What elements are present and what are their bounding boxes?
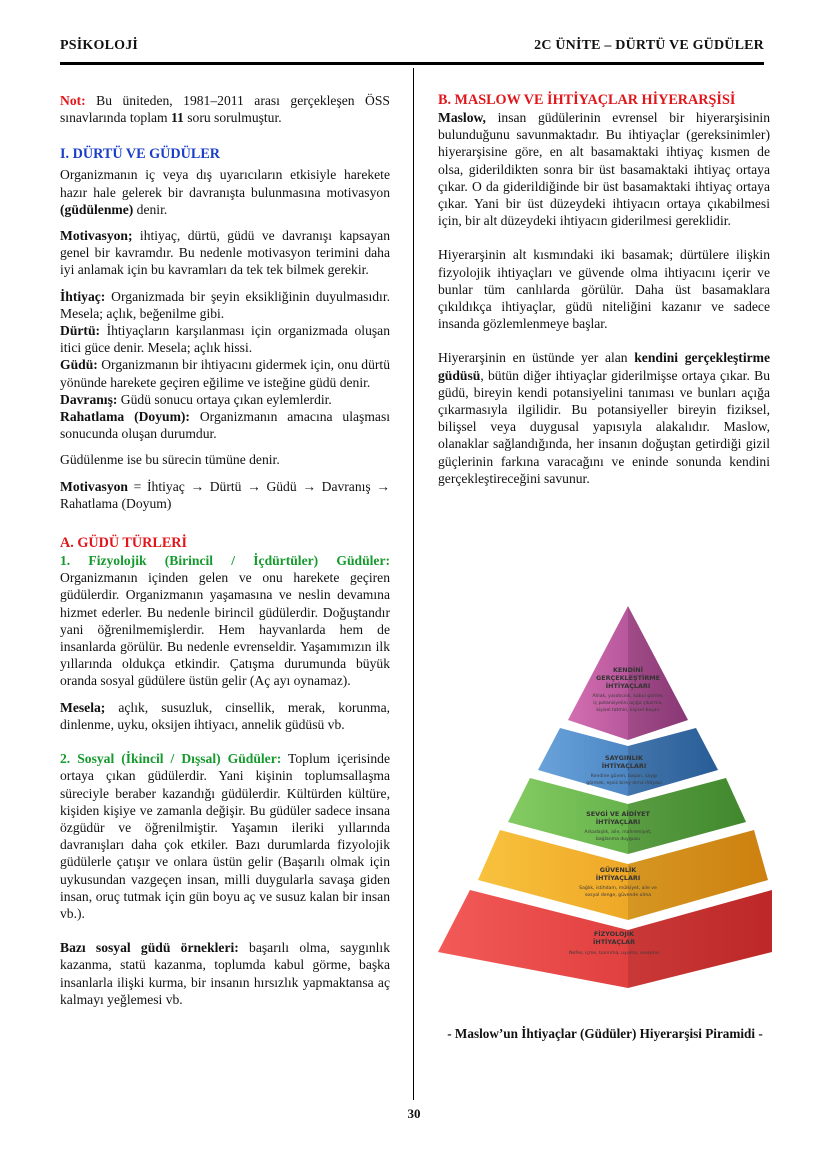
header-rule — [60, 62, 764, 65]
pyramid-label: İHTİYAÇLARI — [601, 762, 647, 770]
pyramid-desc: Ahlak, yaratıcılık, kabul görme, — [592, 694, 664, 699]
motivation-chain: Motivasyon = İhtiyaç → Dürtü → Güdü → Davranış → Rahatlama (Doyum) — [60, 478, 390, 511]
maslow-paragraph-1: Maslow, insan güdülerinin evrensel bir hiyerarşisinin bulunduğunu savunmaktadır. Bu ihtiyaçlar (gereksinimler) hiyerarşisine göre, en alt basamaktaki ihtiyaç kısmen de olsa, giderildikten sonra bir üst basamaktaki ihtiyaç ortaya çıkar. O da giderildiğinde bir üst basamaktaki ihtiyaç ortaya çıkar. Yani bir üst düzeydeki ihtiyacın ortaya çıkabilmesi için, bir alt düzeydeki ihtiyacın giderilmesi gereklidir. — [438, 110, 770, 229]
right-column — [438, 92, 770, 496]
note-paragraph: Not: Bu üniteden, 1981–2011 arası gerçekleşen ÖSS sınavlarında toplam 11 soru sorulmuştur. — [60, 93, 390, 126]
motivation-paragraph: Motivasyon; ihtiyaç, dürtü, güdü ve davranışı kapsayan genel bir kavramdır. Bu nedenle motivasyon terimini daha iyi anlamak için bu kavramları da tek tek bilmek gerekir. — [60, 228, 390, 278]
pyramid-desc: kişisel tatmin, kişisel başarı — [596, 708, 660, 713]
social-examples: Bazı sosyal güdü örnekleri: başarılı olma, saygınlık kazanma, statü kazanma, toplumda kabul görme, başka insanlarla ilişki kurma, bir insanın hırsızlık yapmaktansa aç kalmayı yeğlemesi vb. — [60, 940, 390, 1007]
pyramid-desc: bağlanma duygusu — [595, 837, 641, 842]
def-rahatlama: Rahatlama (Doyum): Organizmanın amacına ulaşması sonucunda oluşan durumdur. — [60, 409, 391, 442]
pyramid-desc: iç potansiyelini açığa çıkarma, — [593, 701, 663, 706]
pyramid-label: KENDİNİ — [612, 666, 644, 674]
physiological-examples: Mesela; açlık, susuzluk, cinsellik, merak, korunma, dinlenme, uyku, oksijen ihtiyacı, annelik güdüsü vb. — [60, 699, 390, 732]
note-label: Not: — [60, 93, 86, 108]
pyramid-label: SEVGİ VE AİDİYET — [586, 810, 650, 818]
maslow-paragraph-2: Hiyerarşinin alt kısmındaki iki basamak; dürtülere ilişkin fizyolojik ihtiyaçları ve güvende olma ihtiyacını içerir ve bunlar tüm canlılarda görülür. Daha üst basamaklara çıkıldıkça ihtiyaçlar, güdü niteliğini kazanır ve sadece insanda gözlemlenmeye başlar. — [438, 247, 770, 332]
def-davranis: Davranış: Güdü sonucu ortaya çıkan eylemlerdir. — [60, 391, 332, 407]
pyramid-desc: görmek, eşsiz birey olma ihtiyacı — [586, 781, 662, 786]
header-subject: PSİKOLOJİ — [60, 38, 139, 53]
pyramid-level-self-actualization — [568, 606, 688, 740]
maslow-pyramid — [438, 600, 772, 992]
pyramid-label: İHTİYAÇLARI — [605, 682, 651, 690]
gudulenme-sentence: Güdülenme ise bu sürecin tümüne denir. — [60, 452, 280, 468]
left-column — [60, 92, 390, 1017]
section-title-maslow: B. MASLOW VE İHTİYAÇLAR HİYERARŞİSİ — [438, 92, 736, 108]
def-durtu: Dürtü: İhtiyaçların karşılanması için organizmada oluşan itici güce denir. Mesela; açlık hissi. — [60, 323, 390, 356]
section-title-dürtü-ve-güdüler: I. DÜRTÜ VE GÜDÜLER — [60, 146, 221, 163]
header-unit-title: 2C ÜNİTE – DÜRTÜ VE GÜDÜLER — [534, 38, 764, 53]
pyramid-desc: Nefes, içme, barınma, uyuma, sevişme — [569, 951, 659, 956]
pyramid-label: İHTİYAÇLARI — [595, 818, 641, 826]
pyramid-label: İHTİYAÇLARI — [595, 874, 641, 882]
section-title-gudu-turleri: A. GÜDÜ TÜRLERİ — [60, 535, 188, 552]
pyramid-label: İHTİYAÇLAR — [592, 938, 636, 946]
maslow-paragraph-3: Hiyerarşinin en üstünde yer alan kendini gerçekleştirme güdüsü, bütün diğer ihtiyaçlar giderilmişse ortaya çıkar. Bu güdü, bireyin kendi potansiyelini tanıması ve bunları açığa çıkarmasıyla ilgilidir. Bu potansiyeller bireyin fiziksel, bilişsel veya duygusal yapısıyla alakalıdır. Maslow, olanaklar sağlandığında, her insanın doğuştan getirdiği gizil güçlerinin farkına varacağını ve eninde sonunda kendini gerçekleştireceğini savunur. — [438, 350, 770, 486]
column-divider — [413, 68, 414, 1100]
physiological-motives: 1. Fizyolojik (Birincil / İçdürtüler) Güdüler: Organizmanın içinden gelen ve onu harekete geçiren güdülerdir. Organizmanın yaşamasına ve neslin devamına hizmet ederler. Bu nedenle birincil güdülerdir. Doğuştandır yani öğrenilmemişlerdir. Hem hayvanlarda hem de insanlarda görülür. Bu nedenle evrenseldir. Yaşamımızın ilk yıllarında oldukça etkindir. Çatışma durumunda büyük oranda sosyal güdülere üstün gelir (Aç ayı oynamaz). — [60, 553, 390, 689]
def-gudu: Güdü: Organizmanın bir ihtiyacını gidermek için, onu dürtü yönünde harekete geçiren eğilime ve isteğine güdü denir. — [60, 357, 390, 390]
pyramid-label: FİZYOLOJİK — [593, 930, 635, 938]
pyramid-label: GERÇEKLEŞTİRME — [596, 674, 660, 682]
pyramid-label: SAYGINLIK — [605, 754, 643, 762]
page-header — [60, 38, 764, 58]
pyramid-desc: Arkadaşlık, aile, mahremiyet, — [584, 830, 652, 835]
pyramid-desc: Kendine güven, başarı, saygı — [590, 774, 658, 779]
motivation-definition: Organizmanın iç veya dış uyarıcıların etkisiyle harekete hazır hale gelerek bir davranışta bulunmasına motivasyon (güdülenme) denir. — [60, 167, 390, 217]
pyramid-label: GÜVENLİK — [599, 866, 637, 874]
social-motives: 2. Sosyal (İkincil / Dışsal) Güdüler: Toplum içerisinde ortaya çıkan güdülerdir. Yani kişinin toplumsallaşma süreciyle beraber kazandığı güdülerdir. Kültürden kültüre, kişiden kişiye ve zamanla değişir. Bu güdüler sadece insana özgüdür ve öğrenilmiştir. Yaşamın ileriki yıllarında davranışları daha çok etkiler. Bazı durumlarda fizyolojik güdülerle çatışır ve onlara üstün gelir (Başarılı olmak için uykusundan vazgeçen insan, milli duygularla savaşa giden insan, oruç tutmak için gün boyu aç ve susuz kalan bir insan vb.). — [60, 751, 390, 921]
pyramid-caption: - Maslow’un İhtiyaçlar (Güdüler) Hiyerarşisi Piramidi - — [447, 1026, 763, 1041]
def-ihtiyac: İhtiyaç: Organizmada bir şeyin eksikliğinin duyulmasıdır. Mesela; açlık, beğenilme gibi. — [60, 288, 390, 321]
page-number: 30 — [407, 1106, 421, 1121]
maslow-pyramid-graphic — [438, 600, 772, 992]
pyramid-desc: sosyal denge, güvende olma — [584, 893, 652, 898]
pyramid-desc: Sağlık, istihdam, mülkiyet, aile ve — [579, 886, 657, 891]
